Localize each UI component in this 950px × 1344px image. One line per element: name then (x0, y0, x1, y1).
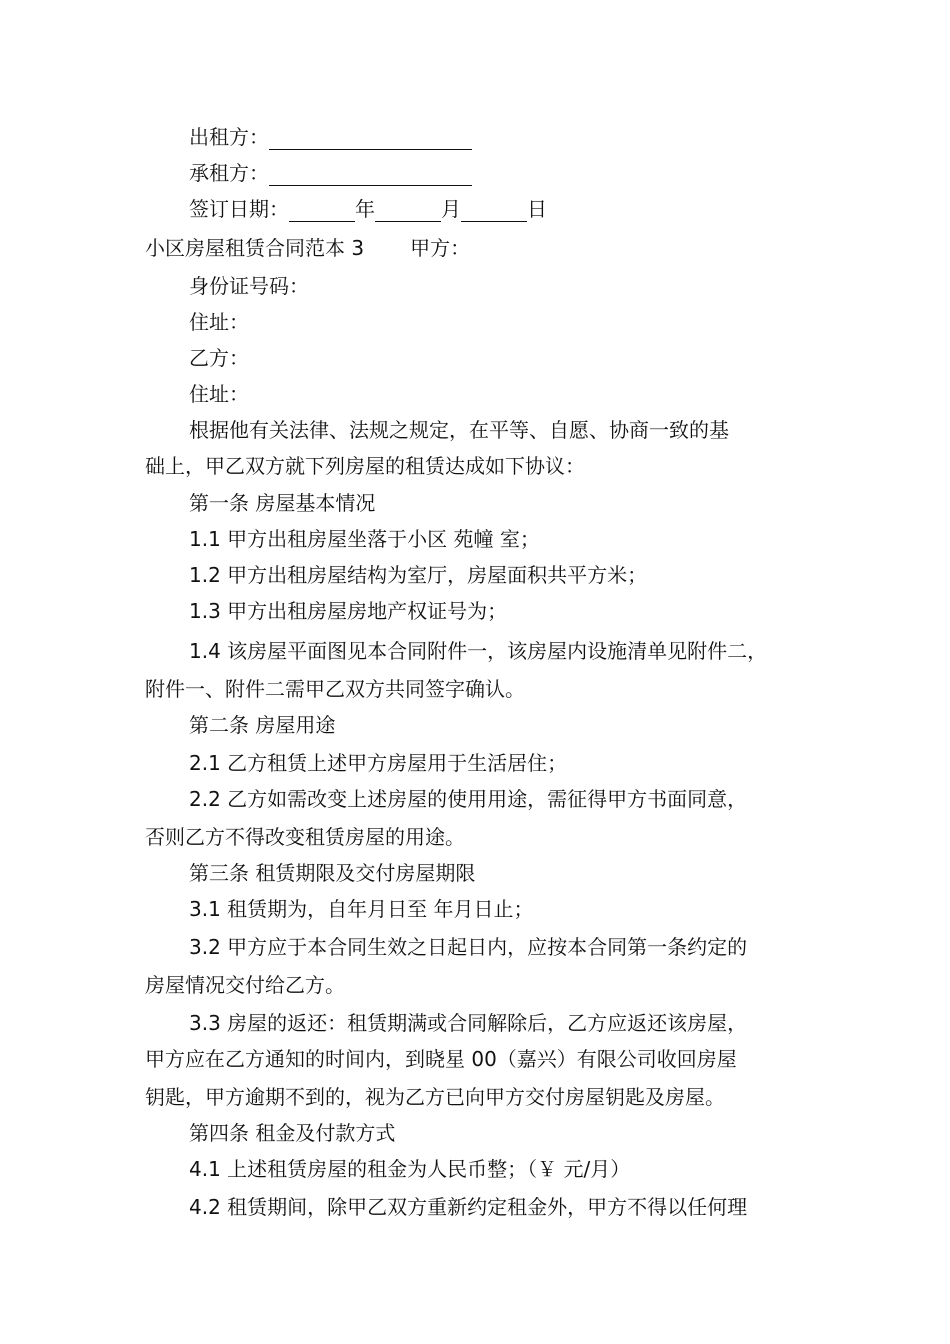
clause-line: 3.2 甲方应于本合同生效之日起日内，应按本合同第一条约定的 (189, 935, 748, 959)
paragraph-line: 础上，甲乙双方就下列房屋的租赁达成如下协议： (145, 454, 585, 478)
year-label: 年 (355, 197, 375, 221)
day-label: 日 (527, 197, 547, 221)
clause-line: 1.1 甲方出租房屋坐落于小区 苑幢 室； (189, 527, 540, 551)
paragraph-line: 住址： (189, 382, 249, 406)
clause-line: 4.1 上述租赁房屋的租金为人民币整；（￥ 元/月） (189, 1157, 631, 1181)
sign-date-line (189, 191, 547, 227)
section-heading: 第三条 租赁期限及交付房屋期限 (189, 861, 476, 885)
paragraph-line: 根据他有关法律、法规之规定，在平等、自愿、协商一致的基 (189, 418, 729, 442)
lessee-line (189, 155, 472, 191)
clause-line: 1.3 甲方出租房屋房地产权证号为； (189, 599, 508, 623)
paragraph-line: 住址： (189, 310, 249, 334)
party-a-label: 甲方： (410, 236, 471, 260)
clause-line: 1.4 该房屋平面图见本合同附件一，该房屋内设施清单见附件二， (189, 639, 768, 663)
clause-line: 附件一、附件二需甲乙双方共同签字确认。 (145, 677, 525, 701)
sign-date-label: 签订日期： (189, 197, 289, 221)
section-heading: 第四条 租金及付款方式 (189, 1121, 396, 1145)
lessee-label: 承租方： (189, 161, 269, 185)
lessee-blank[interactable] (269, 159, 472, 186)
clause-line: 2.1 乙方租赁上述甲方房屋用于生活居住； (189, 751, 568, 775)
contract-title: 小区房屋租赁合同范本 3 (145, 236, 365, 260)
clause-line: 2.2 乙方如需改变上述房屋的使用用途，需征得甲方书面同意， (189, 787, 748, 811)
clause-line: 否则乙方不得改变租赁房屋的用途。 (145, 825, 465, 849)
lessor-label: 出租方： (189, 125, 269, 149)
clause-line: 钥匙，甲方逾期不到的，视为乙方已向甲方交付房屋钥匙及房屋。 (145, 1085, 725, 1109)
paragraph-line: 乙方： (189, 346, 249, 370)
day-blank[interactable] (461, 195, 527, 222)
month-label: 月 (441, 197, 461, 221)
section-heading: 第二条 房屋用途 (189, 713, 336, 737)
clause-line: 甲方应在乙方通知的时间内，到晓星 00（嘉兴）有限公司收回房屋 (145, 1047, 737, 1071)
paragraph-line: 身份证号码： (189, 274, 309, 298)
year-blank[interactable] (289, 195, 355, 222)
lessor-blank[interactable] (269, 123, 472, 150)
title-line (145, 230, 470, 266)
clause-line: 4.2 租赁期间，除甲乙双方重新约定租金外，甲方不得以任何理 (189, 1195, 748, 1219)
clause-line: 3.1 租赁期为，自年月日至 年月日止； (189, 897, 534, 921)
clause-line: 1.2 甲方出租房屋结构为室厅，房屋面积共平方米； (189, 563, 648, 587)
clause-line: 3.3 房屋的返还：租赁期满或合同解除后，乙方应返还该房屋， (189, 1011, 748, 1035)
month-blank[interactable] (375, 195, 441, 222)
lessor-line (189, 119, 472, 155)
section-heading: 第一条 房屋基本情况 (189, 491, 376, 515)
clause-line: 房屋情况交付给乙方。 (145, 973, 345, 997)
